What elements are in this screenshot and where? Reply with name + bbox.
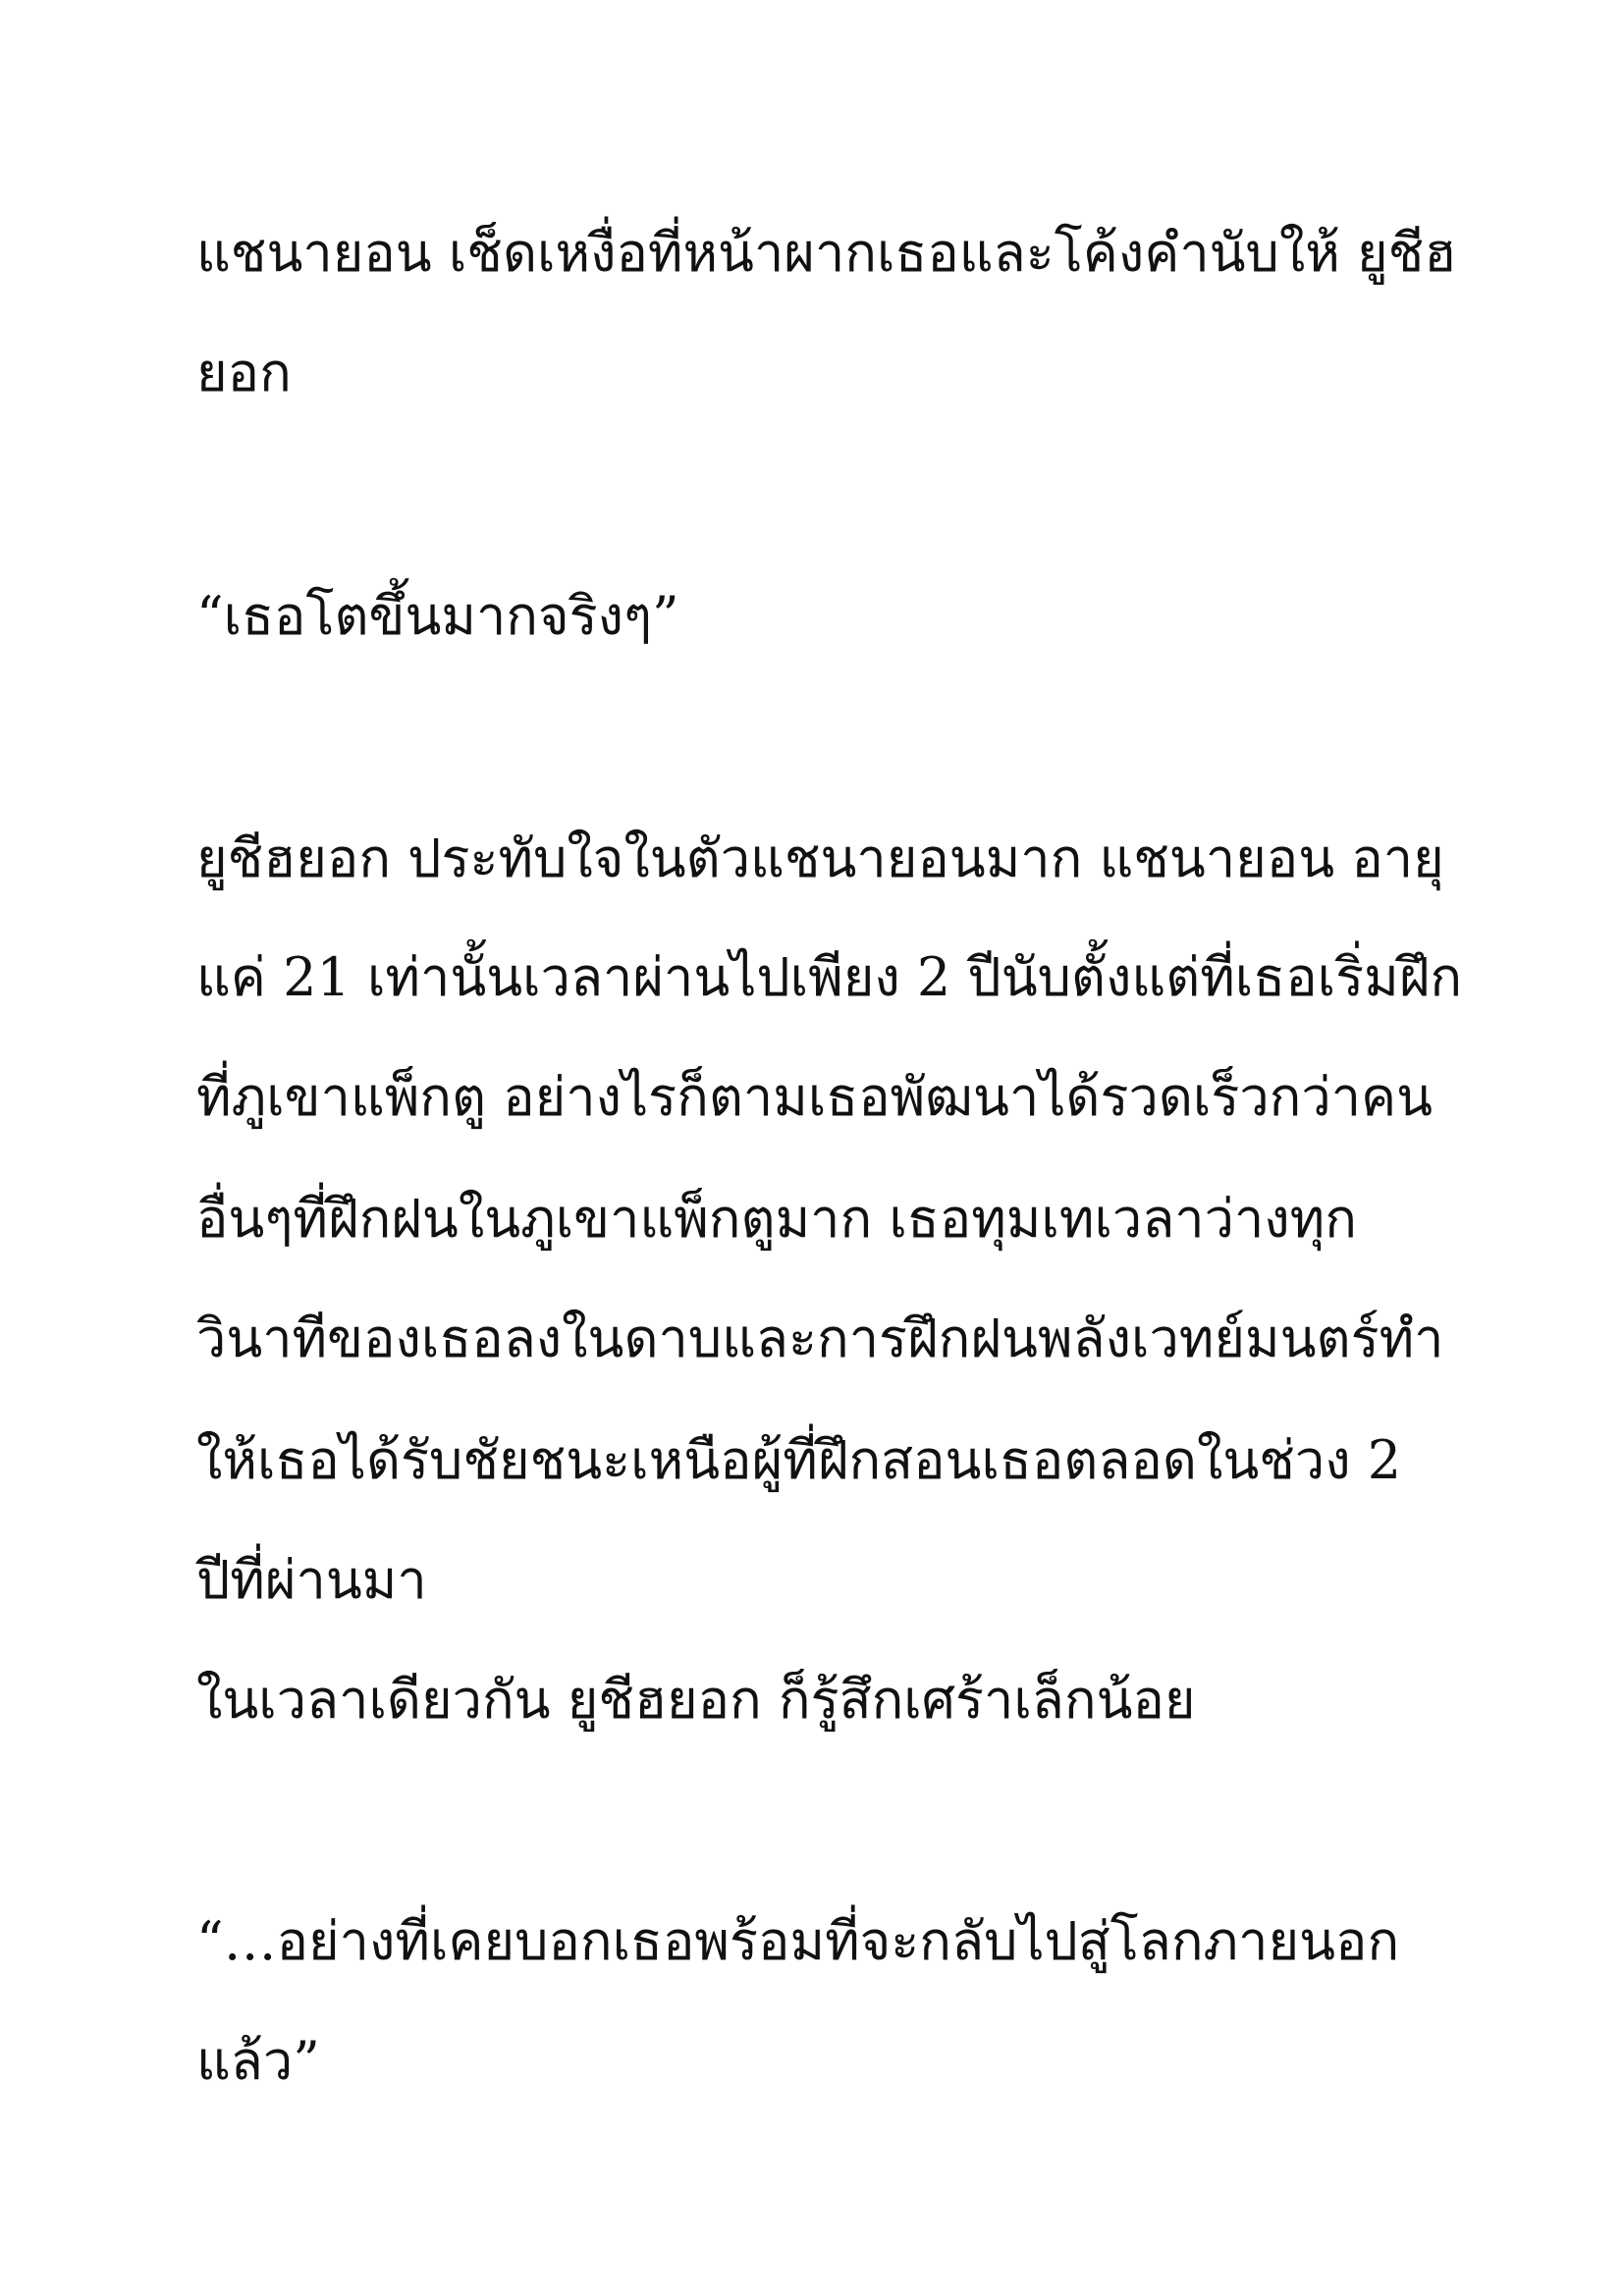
text-line: “เธอโตขึ้นมากจริงๆ” (196, 585, 679, 647)
text-line: ให้เธอได้รับชัยชนะเหนือผู้ที่ฝึกสอนเธอตลอดในช่วง 2 (196, 1429, 1402, 1491)
text-line: ปีที่ผ่านมา (196, 1549, 427, 1611)
text-line: ที่ภูเขาแพ็กตู อย่างไรก็ตามเธอพัฒนาได้รวดเร็วกว่าคน (196, 1066, 1434, 1128)
text-line: ในเวลาเดียวกัน ยูชีฮยอก ก็รู้สึกเศร้าเล็กน้อย (196, 1669, 1196, 1731)
text-line: อื่นๆที่ฝึกฝนในภูเขาแพ็กตูมาก เธอทุมเทเวลาว่างทุก (196, 1188, 1357, 1250)
text-line: วินาทีของเธอลงในดาบและการฝึกฝนพลังเวทย์มนตร์ทำ (196, 1308, 1444, 1369)
text-line: ยอก (196, 342, 292, 403)
text-line: แค่ 21 เท่านั้นเวลาผ่านไปเพียง 2 ปีนับตั้งแต่ที่เธอเริ่มฝึก (196, 946, 1463, 1008)
text-line: ยูชีฮยอก ประทับใจในตัวแชนายอนมาก แชนายอน อายุ (196, 828, 1444, 889)
text-line: “…อย่างที่เคยบอกเธอพร้อมที่จะกลับไปสู่โลกภายนอก (196, 1910, 1400, 1972)
text-line: แล้ว” (196, 2030, 320, 2092)
text-line: แชนายอน เช็ดเหงื่อที่หน้าผากเธอและโค้งคำนับให้ ยูชีฮ (196, 222, 1457, 284)
